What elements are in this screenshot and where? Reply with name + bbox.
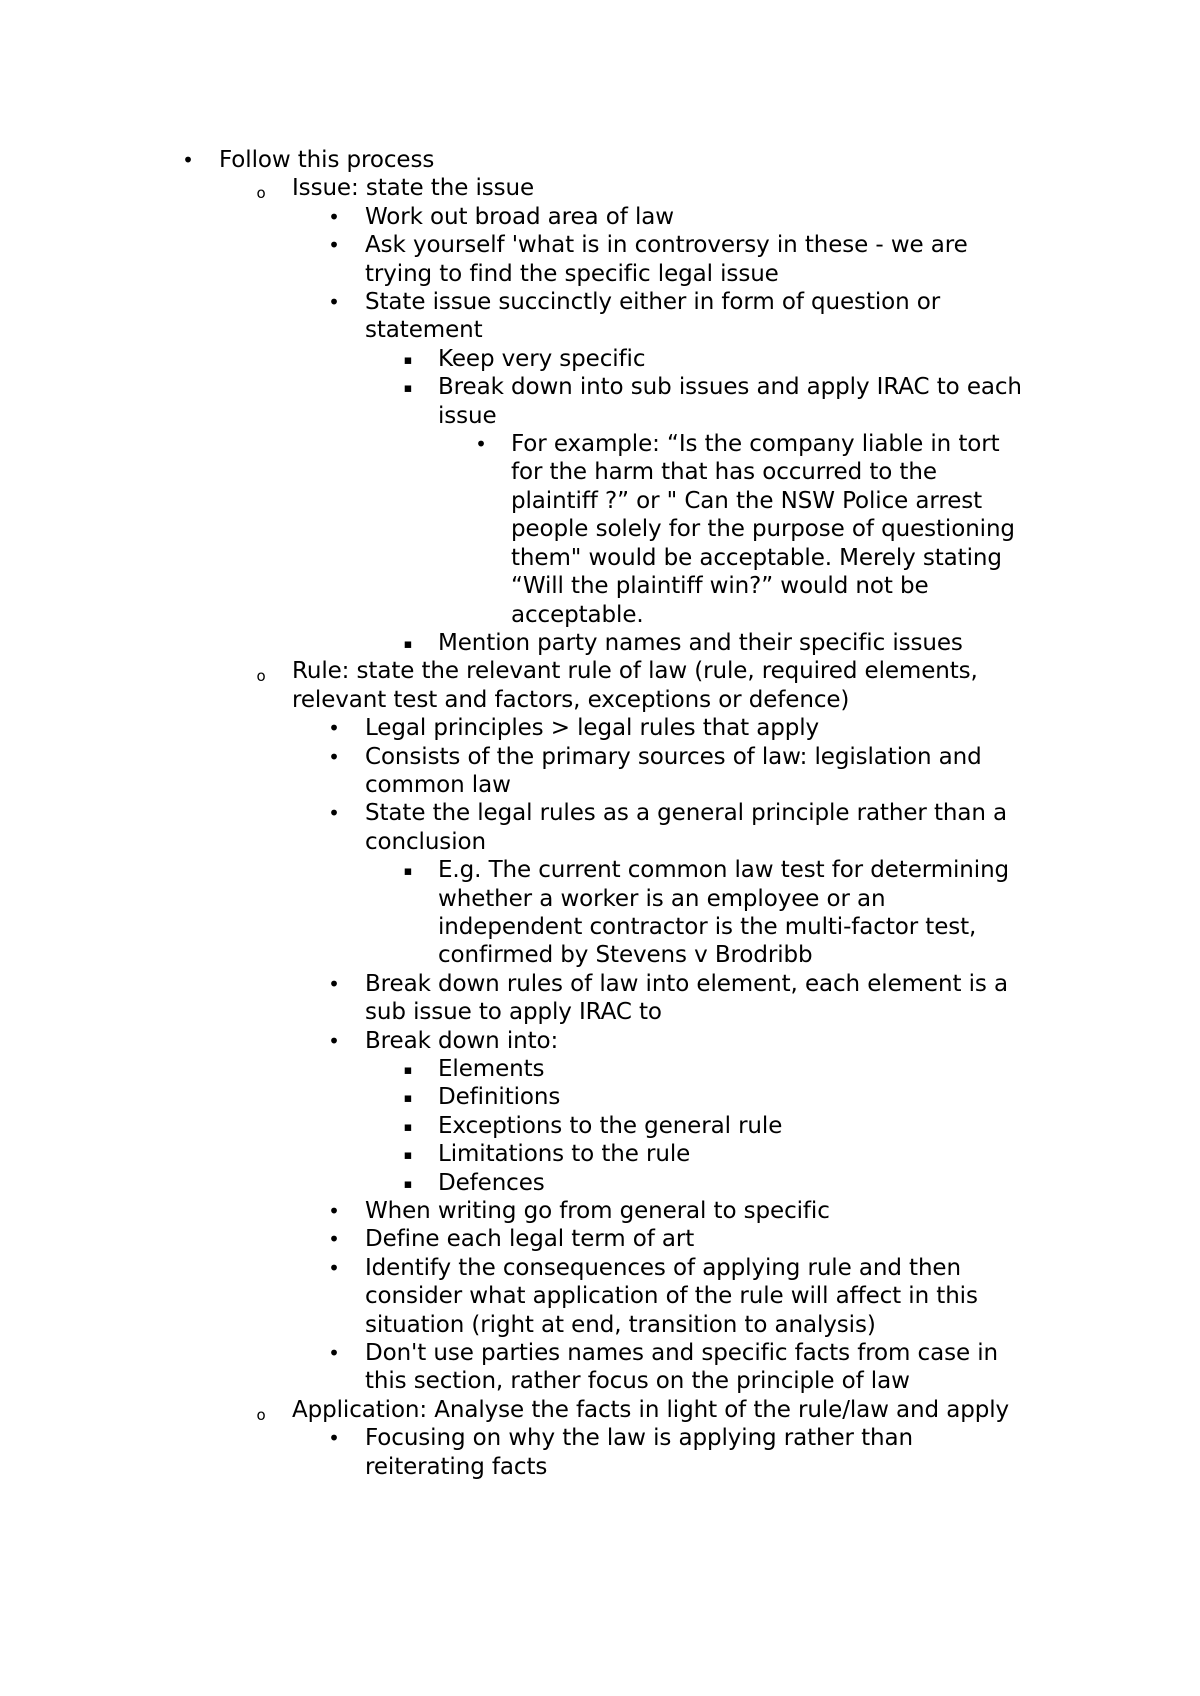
list-item-text: confirmed by Stevens v Brodribb <box>438 942 813 969</box>
list-item-continuation <box>0 544 1200 572</box>
list-item <box>0 629 1200 657</box>
list-item-text: Issue: state the issue <box>292 175 535 202</box>
list-item-text: Definitions <box>438 1084 561 1111</box>
list-item-continuation <box>0 998 1200 1026</box>
list-item-continuation <box>0 515 1200 543</box>
disc-bullet-icon <box>324 1254 344 1282</box>
list-item-text: consider what application of the rule will affect in this <box>365 1283 978 1310</box>
list-item-text: for the harm that has occurred to the <box>511 459 937 486</box>
circle-bullet-icon <box>251 657 271 687</box>
list-item-text: Break down rules of law into element, each element is a <box>365 970 1008 997</box>
list-item-text: Ask yourself 'what is in controversy in these - we are <box>365 232 968 259</box>
list-item-text: whether a worker is an employee or an <box>438 885 886 912</box>
list-item-text: trying to find the specific legal issue <box>365 260 779 287</box>
list-item-text: Exceptions to the general rule <box>438 1112 783 1139</box>
disc-bullet-icon <box>324 970 344 998</box>
list-item <box>0 657 1200 685</box>
disc-bullet-icon <box>324 1225 344 1253</box>
list-item-text: Work out broad area of law <box>365 203 674 230</box>
disc-bullet-icon <box>324 714 344 742</box>
list-item <box>0 743 1200 771</box>
list-item-text: State the legal rules as a general principle rather than a <box>365 800 1008 827</box>
list-item-text: issue <box>438 402 497 429</box>
list-item <box>0 1140 1200 1168</box>
list-item-continuation <box>0 601 1200 629</box>
list-item <box>0 1424 1200 1452</box>
list-item <box>0 714 1200 742</box>
list-item-text: sub issue to apply IRAC to <box>365 999 662 1026</box>
list-item-text: Application: Analyse the facts in light of the rule/law and apply <box>292 1396 1010 1423</box>
list-item-text: State issue succinctly either in form of question or <box>365 289 941 316</box>
list-item-text: “Will the plaintiff win?” would not be <box>511 573 929 600</box>
list-item-text: Mention party names and their specific issues <box>438 629 963 656</box>
list-item-text: common law <box>365 771 511 798</box>
circle-bullet-icon <box>251 1396 271 1426</box>
circle-bullet-icon <box>251 174 271 204</box>
list-item-text: statement <box>365 317 483 344</box>
list-item <box>0 1027 1200 1055</box>
list-item-text: Define each legal term of art <box>365 1226 695 1253</box>
list-item-text: plaintiff ?” or " Can the NSW Police arrest <box>511 487 983 514</box>
list-item <box>0 430 1200 458</box>
list-item-text: Break down into: <box>365 1027 559 1054</box>
list-item-text: When writing go from general to specific <box>365 1198 830 1225</box>
list-item <box>0 1339 1200 1367</box>
list-item-text: Consists of the primary sources of law: legislation and <box>365 743 982 770</box>
list-item-text: E.g. The current common law test for determining <box>438 857 1010 884</box>
list-item <box>0 1169 1200 1197</box>
list-item-text: Limitations to the rule <box>438 1141 691 1168</box>
list-item-text: people solely for the purpose of questioning <box>511 516 1015 543</box>
list-item-continuation <box>0 913 1200 941</box>
list-item-continuation <box>0 316 1200 344</box>
list-item <box>0 970 1200 998</box>
list-item-continuation <box>0 402 1200 430</box>
disc-bullet-icon <box>324 1027 344 1055</box>
list-item <box>0 799 1200 827</box>
list-item <box>0 1112 1200 1140</box>
list-item <box>0 146 1200 174</box>
list-item <box>0 1225 1200 1253</box>
list-item-text: Identify the consequences of applying rule and then <box>365 1254 961 1281</box>
list-item-text: Rule: state the relevant rule of law (rule, required elements, <box>292 658 978 685</box>
list-item-text: Legal principles > legal rules that apply <box>365 715 820 742</box>
list-item <box>0 231 1200 259</box>
list-item-text: Focusing on why the law is applying rather than <box>365 1425 913 1452</box>
list-item-text: reiterating facts <box>365 1453 548 1480</box>
list-item <box>0 288 1200 316</box>
list-item-continuation <box>0 1282 1200 1310</box>
disc-bullet-icon <box>324 799 344 827</box>
list-item-continuation <box>0 458 1200 486</box>
disc-bullet-icon <box>324 1424 344 1452</box>
list-item-continuation <box>0 1367 1200 1395</box>
list-item <box>0 345 1200 373</box>
list-item-continuation <box>0 260 1200 288</box>
disc-bullet-icon <box>178 146 198 174</box>
list-item <box>0 1055 1200 1083</box>
list-item <box>0 1083 1200 1111</box>
list-item-text: Elements <box>438 1056 545 1082</box>
list-item-continuation <box>0 771 1200 799</box>
list-item-text: them" would be acceptable. Merely stating <box>511 544 1002 571</box>
list-item-continuation <box>0 572 1200 600</box>
list-item-continuation <box>0 1311 1200 1339</box>
list-item <box>0 203 1200 231</box>
list-item-text: situation (right at end, transition to analysis) <box>365 1311 876 1338</box>
list-item-text: independent contractor is the multi-factor test, <box>438 913 977 940</box>
list-item-text: Don't use parties names and specific facts from case in <box>365 1340 998 1367</box>
disc-bullet-icon <box>324 1339 344 1367</box>
list-item-text: acceptable. <box>511 601 644 628</box>
list-item-text: relevant test and factors, exceptions or defence) <box>292 686 850 713</box>
list-item-continuation <box>0 885 1200 913</box>
list-item-text: this section, rather focus on the principle of law <box>365 1368 910 1395</box>
list-item-continuation <box>0 828 1200 856</box>
list-item <box>0 856 1200 884</box>
list-item-text: conclusion <box>365 828 486 855</box>
list-item <box>0 373 1200 401</box>
list-item-text: Break down into sub issues and apply IRAC to each <box>438 374 1022 401</box>
list-item-continuation <box>0 1453 1200 1481</box>
disc-bullet-icon <box>324 1197 344 1225</box>
list-item-continuation <box>0 941 1200 969</box>
disc-bullet-icon <box>324 288 344 316</box>
list-item-text: Follow this process <box>219 147 435 173</box>
disc-bullet-icon <box>471 430 491 458</box>
disc-bullet-icon <box>324 743 344 771</box>
list-item-continuation <box>0 487 1200 515</box>
disc-bullet-icon <box>324 203 344 231</box>
list-item-continuation <box>0 686 1200 714</box>
list-item-text: Keep very specific <box>438 345 646 372</box>
list-item <box>0 1396 1200 1424</box>
list-item-text: For example: “Is the company liable in tort <box>511 431 1000 458</box>
disc-bullet-icon <box>324 231 344 259</box>
list-item <box>0 174 1200 202</box>
list-item-text: Defences <box>438 1169 545 1196</box>
bullet-outline <box>0 146 1200 1481</box>
list-item <box>0 1197 1200 1225</box>
list-item <box>0 1254 1200 1282</box>
